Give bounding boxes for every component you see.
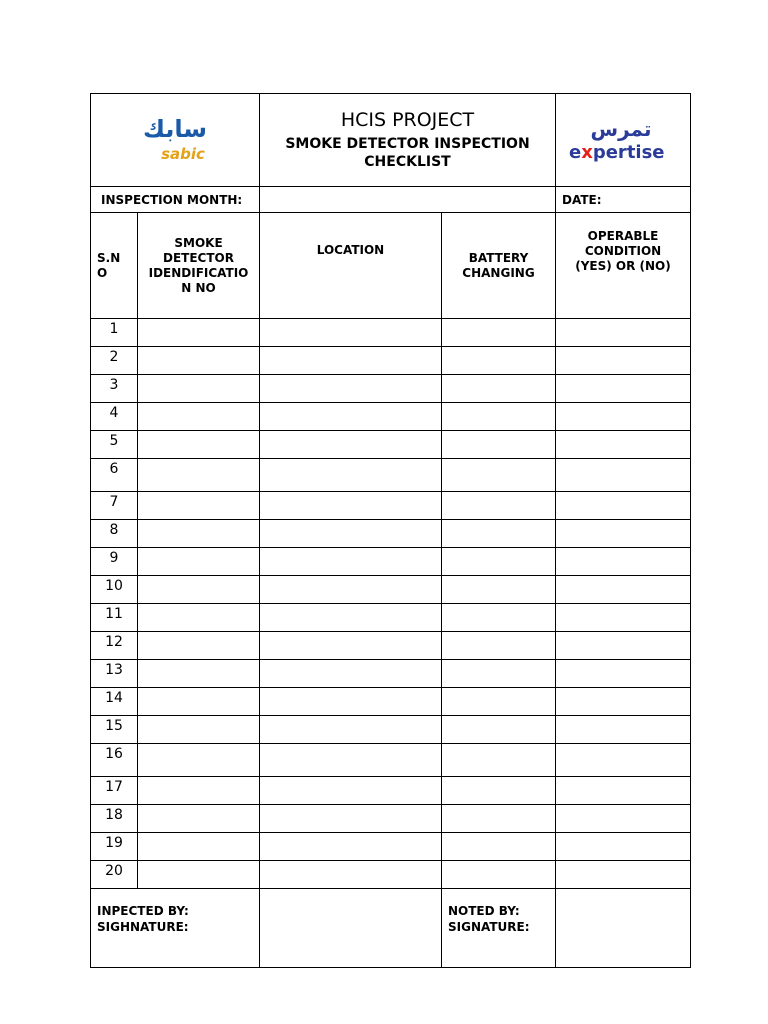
table-row — [91, 403, 691, 431]
row-number: 7 — [91, 492, 138, 520]
page-subtitle-line1: SMOKE DETECTOR INSPECTION — [285, 136, 530, 152]
row-number: 1 — [91, 319, 138, 347]
operable-cell[interactable] — [556, 777, 691, 805]
battery-cell[interactable] — [442, 660, 556, 688]
row-number: 17 — [91, 777, 138, 805]
battery-cell[interactable] — [442, 431, 556, 459]
operable-cell[interactable] — [556, 431, 691, 459]
inspection-month-field[interactable] — [260, 187, 556, 213]
detector-id-cell[interactable] — [138, 688, 260, 716]
row-number: 12 — [91, 632, 138, 660]
row-number: 16 — [91, 744, 138, 777]
operable-cell[interactable] — [556, 716, 691, 744]
battery-cell[interactable] — [442, 604, 556, 632]
meta-row — [91, 187, 691, 213]
battery-cell[interactable] — [442, 548, 556, 576]
battery-cell[interactable] — [442, 403, 556, 431]
row-number: 8 — [91, 520, 138, 548]
operable-cell[interactable] — [556, 688, 691, 716]
location-cell[interactable] — [260, 459, 442, 492]
sabic-logo-cell — [91, 94, 260, 187]
location-cell[interactable] — [260, 861, 442, 889]
detector-id-cell[interactable] — [138, 716, 260, 744]
table-row — [91, 833, 691, 861]
page-title: HCIS PROJECT — [340, 109, 475, 131]
sabic-logo-latin: sabic — [161, 145, 205, 163]
expertise-logo-arabic: تمرس — [590, 118, 652, 141]
operable-cell[interactable] — [556, 375, 691, 403]
battery-cell[interactable] — [442, 492, 556, 520]
date-label[interactable]: DATE: — [556, 187, 691, 213]
sabic-logo — [125, 115, 225, 165]
table-row — [91, 805, 691, 833]
battery-cell[interactable] — [442, 688, 556, 716]
table-row — [91, 744, 691, 777]
operable-cell[interactable] — [556, 744, 691, 777]
location-cell[interactable] — [260, 716, 442, 744]
table-row — [91, 459, 691, 492]
operable-cell[interactable] — [556, 833, 691, 861]
location-cell[interactable] — [260, 744, 442, 777]
inspection-month-label: INSPECTION MONTH: — [91, 187, 260, 213]
expertise-logo-x: x — [581, 142, 593, 162]
location-cell[interactable] — [260, 520, 442, 548]
detector-id-cell[interactable] — [138, 520, 260, 548]
row-number: 10 — [91, 576, 138, 604]
checklist-rows — [91, 319, 691, 889]
operable-cell[interactable] — [556, 403, 691, 431]
location-cell[interactable] — [260, 576, 442, 604]
header-row — [91, 94, 691, 187]
location-cell[interactable] — [260, 777, 442, 805]
table-row — [91, 431, 691, 459]
row-number: 14 — [91, 688, 138, 716]
inspected-by-block — [91, 889, 260, 968]
row-number: 18 — [91, 805, 138, 833]
location-cell[interactable] — [260, 632, 442, 660]
table-row — [91, 660, 691, 688]
row-number: 9 — [91, 548, 138, 576]
detector-id-cell[interactable] — [138, 459, 260, 492]
detector-id-cell[interactable] — [138, 492, 260, 520]
row-number: 3 — [91, 375, 138, 403]
location-cell[interactable] — [260, 604, 442, 632]
expertise-logo-rest: pertise — [592, 142, 665, 162]
noter-signature-label: SIGNATURE: — [448, 920, 530, 934]
operable-cell[interactable] — [556, 861, 691, 889]
battery-cell[interactable] — [442, 347, 556, 375]
detector-id-cell[interactable] — [138, 744, 260, 777]
inspected-by-label: INPECTED BY: — [97, 904, 189, 918]
table-row — [91, 576, 691, 604]
table-row — [91, 777, 691, 805]
table-row — [91, 492, 691, 520]
battery-cell[interactable] — [442, 716, 556, 744]
location-cell[interactable] — [260, 833, 442, 861]
row-number: 20 — [91, 861, 138, 889]
location-cell[interactable] — [260, 492, 442, 520]
table-row — [91, 861, 691, 889]
battery-cell[interactable] — [442, 319, 556, 347]
table-row — [91, 520, 691, 548]
svg-text:expertise — [569, 142, 665, 162]
table-row — [91, 716, 691, 744]
operable-cell[interactable] — [556, 492, 691, 520]
table-row — [91, 347, 691, 375]
table-row — [91, 548, 691, 576]
expertise-logo-cell — [556, 94, 691, 187]
page-subtitle-line2: CHECKLIST — [364, 154, 451, 170]
battery-cell[interactable] — [442, 375, 556, 403]
table-row — [91, 604, 691, 632]
location-cell[interactable] — [260, 375, 442, 403]
detector-id-cell[interactable] — [138, 805, 260, 833]
inspector-signature-field[interactable] — [260, 889, 442, 968]
noted-by-block — [442, 889, 556, 968]
operable-cell[interactable] — [556, 347, 691, 375]
detector-id-cell[interactable] — [138, 347, 260, 375]
operable-cell[interactable] — [556, 459, 691, 492]
row-number: 6 — [91, 459, 138, 492]
detector-id-cell[interactable] — [138, 660, 260, 688]
battery-cell[interactable] — [442, 576, 556, 604]
detector-id-cell[interactable] — [138, 632, 260, 660]
battery-cell[interactable] — [442, 805, 556, 833]
table-row — [91, 375, 691, 403]
noter-signature-field[interactable] — [556, 889, 691, 968]
detector-id-cell[interactable] — [138, 777, 260, 805]
table-row — [91, 632, 691, 660]
detector-id-cell[interactable] — [138, 375, 260, 403]
battery-cell[interactable] — [442, 861, 556, 889]
battery-cell[interactable] — [442, 744, 556, 777]
location-cell[interactable] — [260, 347, 442, 375]
detector-id-cell[interactable] — [138, 576, 260, 604]
detector-id-cell[interactable] — [138, 431, 260, 459]
col-header-detector-id: SMOKE DETECTOR IDENDIFICATIO N NO — [138, 213, 260, 319]
inspector-signature-label: SIGHNATURE: — [97, 920, 189, 934]
row-number: 13 — [91, 660, 138, 688]
location-cell[interactable] — [260, 688, 442, 716]
column-header-row — [91, 213, 691, 319]
checklist-sheet — [90, 93, 690, 968]
sabic-logo-arabic: سابك — [143, 115, 207, 143]
battery-cell[interactable] — [442, 520, 556, 548]
operable-cell[interactable] — [556, 319, 691, 347]
checklist-table — [90, 93, 691, 968]
col-header-location: LOCATION — [260, 213, 442, 319]
location-cell[interactable] — [260, 660, 442, 688]
location-cell[interactable] — [260, 805, 442, 833]
location-cell[interactable] — [260, 403, 442, 431]
row-number: 2 — [91, 347, 138, 375]
row-number: 5 — [91, 431, 138, 459]
row-number: 11 — [91, 604, 138, 632]
battery-cell[interactable] — [442, 833, 556, 861]
location-cell[interactable] — [260, 548, 442, 576]
col-header-sno: S.N O — [91, 213, 138, 319]
battery-cell[interactable] — [442, 632, 556, 660]
table-row — [91, 688, 691, 716]
expertise-logo-e: e — [569, 142, 582, 162]
operable-cell[interactable] — [556, 660, 691, 688]
operable-cell[interactable] — [556, 548, 691, 576]
location-cell[interactable] — [260, 319, 442, 347]
footer-row — [91, 889, 691, 968]
table-row — [91, 319, 691, 347]
row-number: 15 — [91, 716, 138, 744]
row-number: 4 — [91, 403, 138, 431]
detector-id-cell[interactable] — [138, 833, 260, 861]
title-cell — [260, 94, 556, 187]
col-header-battery: BATTERY CHANGING — [442, 213, 556, 319]
row-number: 19 — [91, 833, 138, 861]
battery-cell[interactable] — [442, 777, 556, 805]
battery-cell[interactable] — [442, 459, 556, 492]
operable-cell[interactable] — [556, 805, 691, 833]
col-header-operable: OPERABLE CONDITION (YES) OR (NO) — [556, 213, 691, 319]
detector-id-cell[interactable] — [138, 861, 260, 889]
location-cell[interactable] — [260, 431, 442, 459]
detector-id-cell[interactable] — [138, 604, 260, 632]
detector-id-cell[interactable] — [138, 403, 260, 431]
noted-by-label: NOTED BY: — [448, 904, 520, 918]
operable-cell[interactable] — [556, 576, 691, 604]
expertise-logo — [563, 118, 683, 162]
operable-cell[interactable] — [556, 632, 691, 660]
detector-id-cell[interactable] — [138, 548, 260, 576]
operable-cell[interactable] — [556, 520, 691, 548]
operable-cell[interactable] — [556, 604, 691, 632]
detector-id-cell[interactable] — [138, 319, 260, 347]
